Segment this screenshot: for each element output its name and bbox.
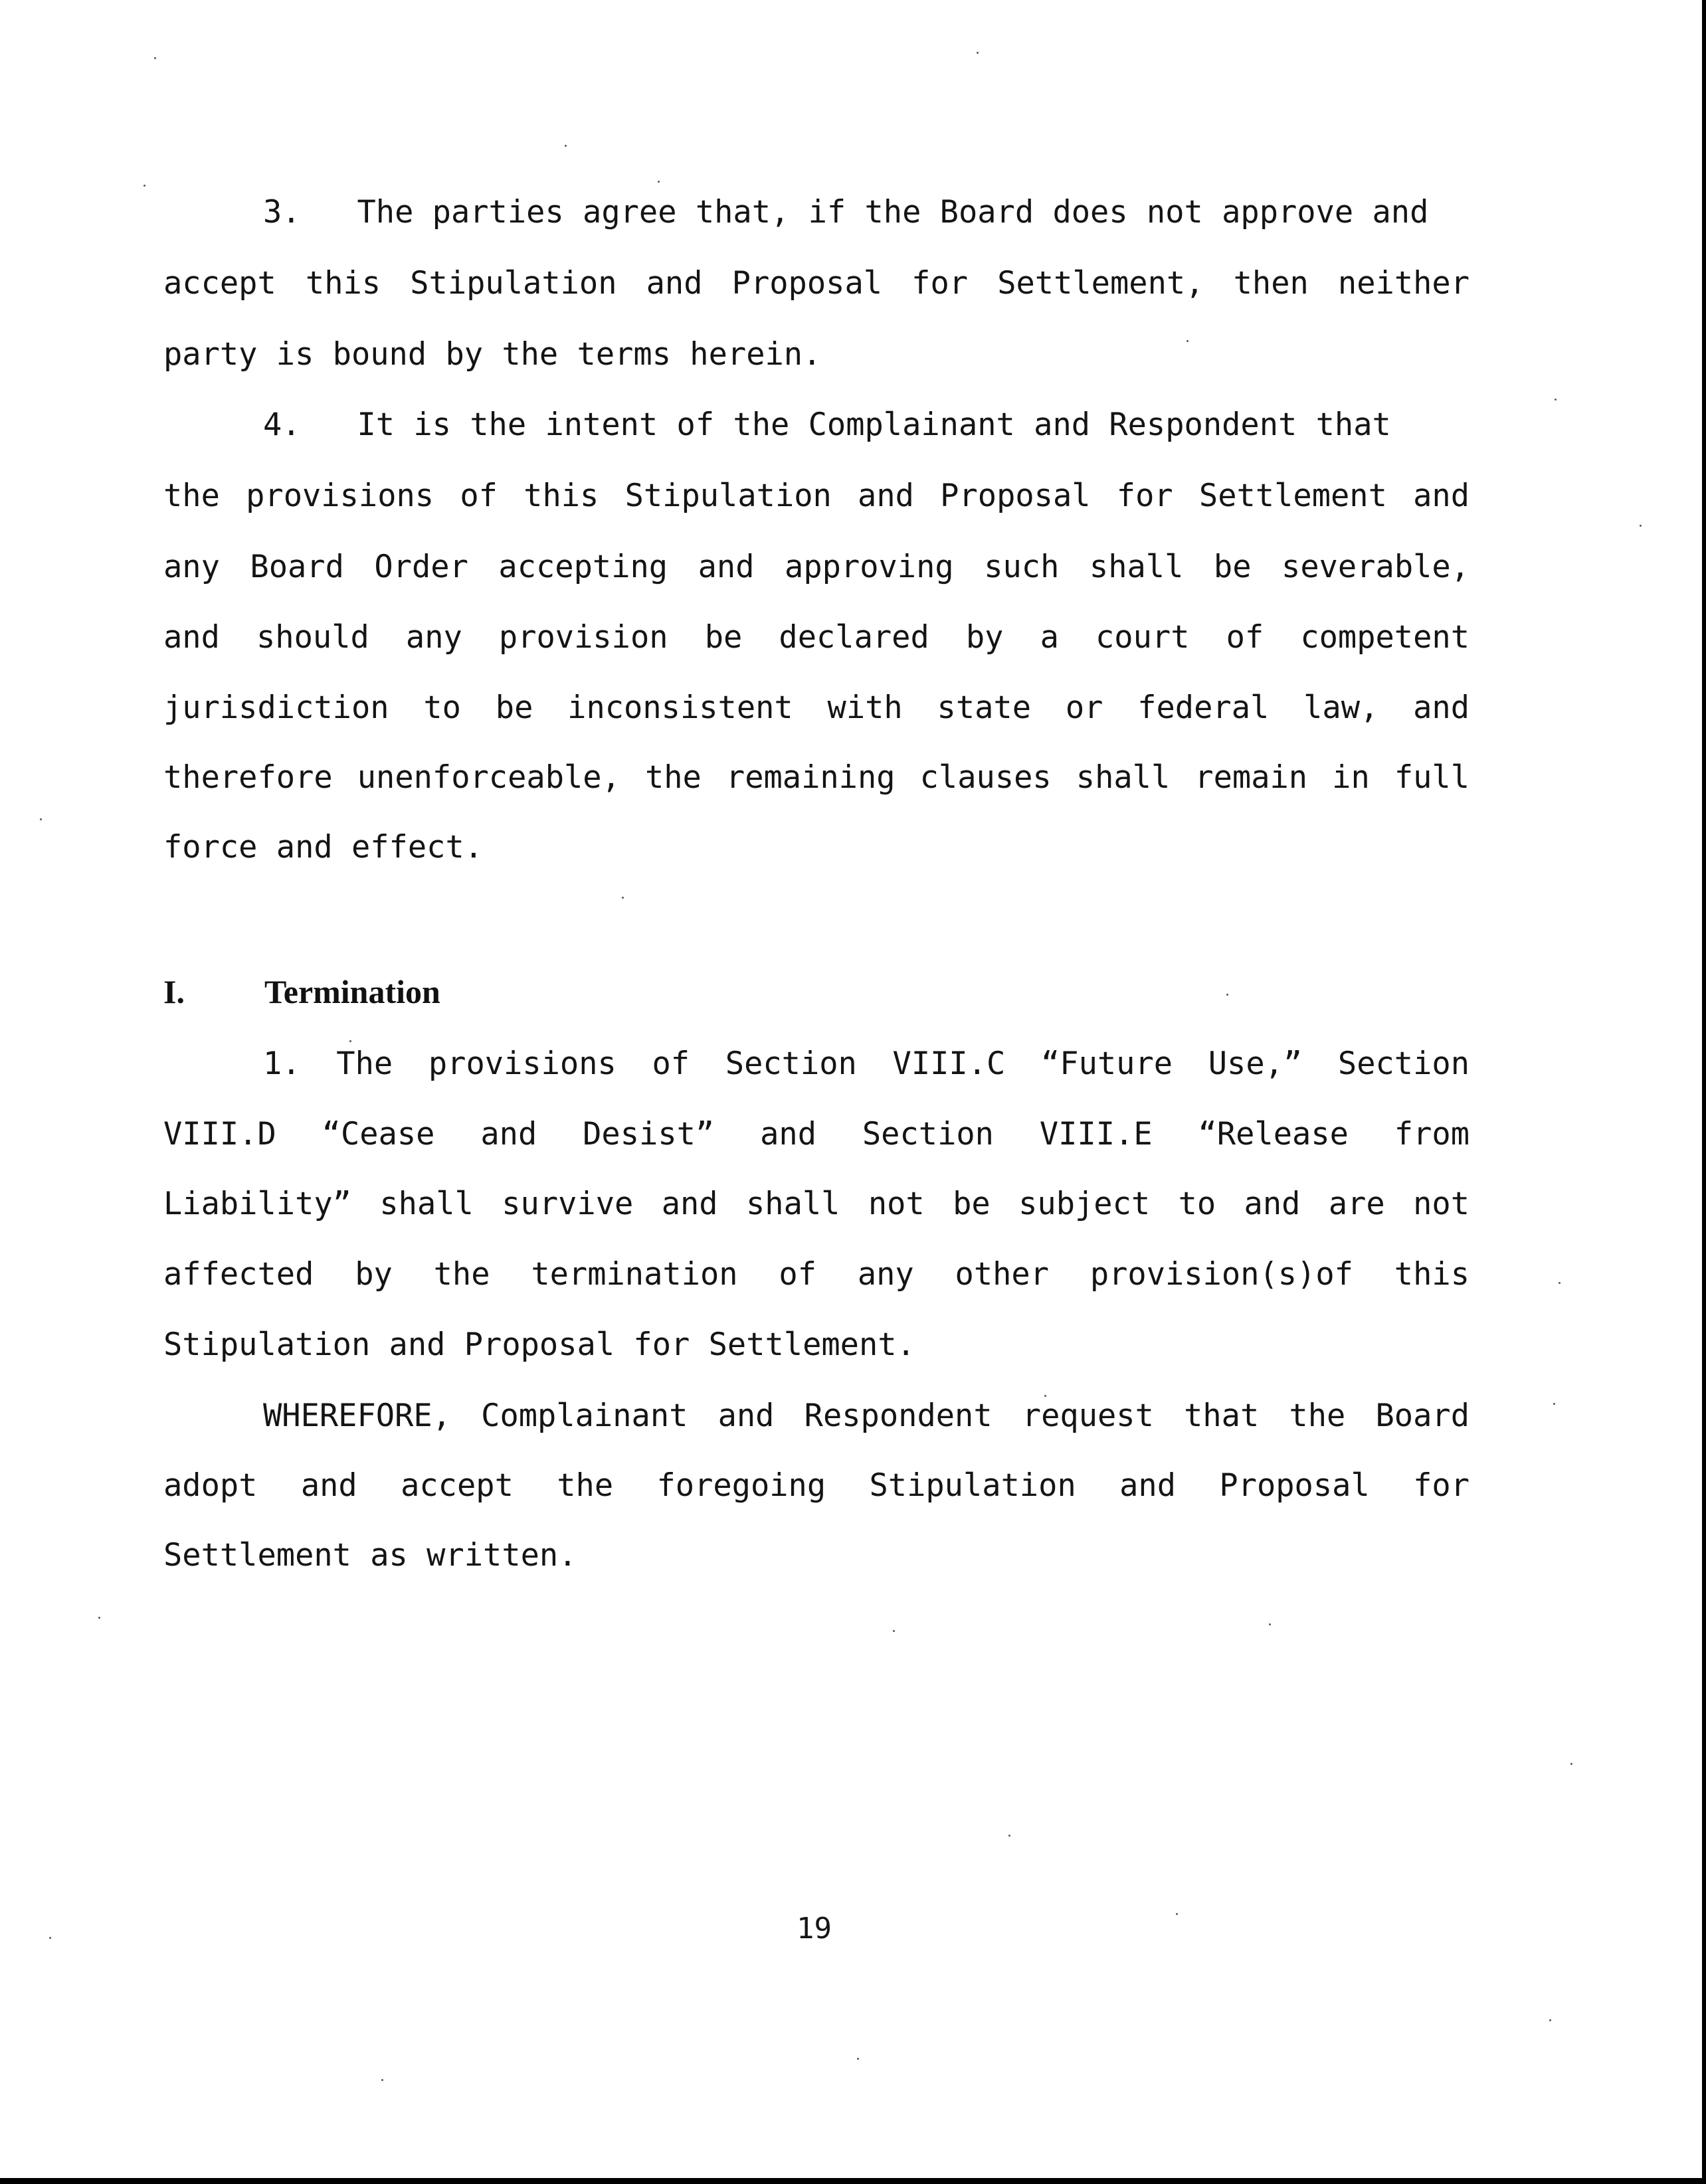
scan-speck: [1549, 2019, 1551, 2021]
paragraph-line: VIII.D “Cease and Desist” and Section VIII.E “Release from: [163, 1116, 1469, 1152]
scan-speck: [622, 897, 624, 899]
paragraph-line: 1. The provisions of Section VIII.C “Future Use,” Section: [263, 1046, 1469, 1082]
scan-speck: [349, 1040, 351, 1042]
paragraph-line: any Board Order accepting and approving such shall be severable,: [163, 549, 1469, 585]
paragraph-line: adopt and accept the foregoing Stipulation and Proposal for: [163, 1467, 1469, 1504]
paragraph-line: the provisions of this Stipulation and Proposal for Settlement and: [163, 478, 1469, 514]
scan-speck: [1640, 525, 1642, 527]
scan-speck: [1008, 1835, 1010, 1837]
scan-speck: [977, 52, 979, 54]
scan-speck: [154, 57, 156, 59]
scan-speck: [1176, 1913, 1178, 1915]
scan-speck: [893, 1630, 895, 1632]
paragraph-line: accept this Stipulation and Proposal for Settlement, then neither: [163, 265, 1469, 302]
scan-speck: [1226, 994, 1228, 996]
paragraph-line: 4. It is the intent of the Complainant and Respondent that: [263, 407, 1391, 443]
paragraph-line: Liability” shall survive and shall not be subject to and are not: [163, 1186, 1469, 1222]
paragraph-line: therefore unenforceable, the remaining clauses shall remain in full: [163, 759, 1469, 796]
scan-speck: [1570, 1763, 1572, 1765]
scan-speck: [98, 1617, 100, 1619]
paragraph-line: 3. The parties agree that, if the Board does not approve and: [263, 194, 1429, 230]
paragraph-line: affected by the termination of any other provision(s)of this: [163, 1256, 1469, 1293]
section-title: Termination: [264, 973, 440, 1010]
scan-speck: [1555, 399, 1557, 401]
scan-speck: [565, 145, 567, 147]
page-number: 19: [797, 1912, 832, 1946]
paragraph-line: force and effect.: [163, 829, 484, 865]
section-number: I.: [163, 973, 185, 1010]
paragraph-line: WHEREFORE, Complainant and Respondent request that the Board: [263, 1398, 1469, 1434]
scan-speck: [1186, 340, 1188, 342]
scan-speck: [40, 818, 42, 820]
scan-speck: [1269, 1623, 1271, 1625]
scan-speck: [143, 185, 145, 187]
scan-speck: [49, 1937, 51, 1939]
paragraph-line: Stipulation and Proposal for Settlement.: [163, 1326, 915, 1363]
scan-speck: [857, 2058, 859, 2060]
scan-speck: [381, 2079, 383, 2081]
scan-speck: [1553, 1403, 1555, 1405]
scan-speck: [1559, 1282, 1561, 1284]
scan-speck: [658, 181, 660, 183]
paragraph-line: and should any provision be declared by a court of competent: [163, 619, 1469, 656]
scan-speck: [1044, 1395, 1046, 1397]
paragraph-line: Settlement as written.: [163, 1537, 577, 1574]
paragraph-line: jurisdiction to be inconsistent with state or federal law, and: [163, 689, 1469, 726]
paragraph-line: party is bound by the terms herein.: [163, 336, 822, 373]
